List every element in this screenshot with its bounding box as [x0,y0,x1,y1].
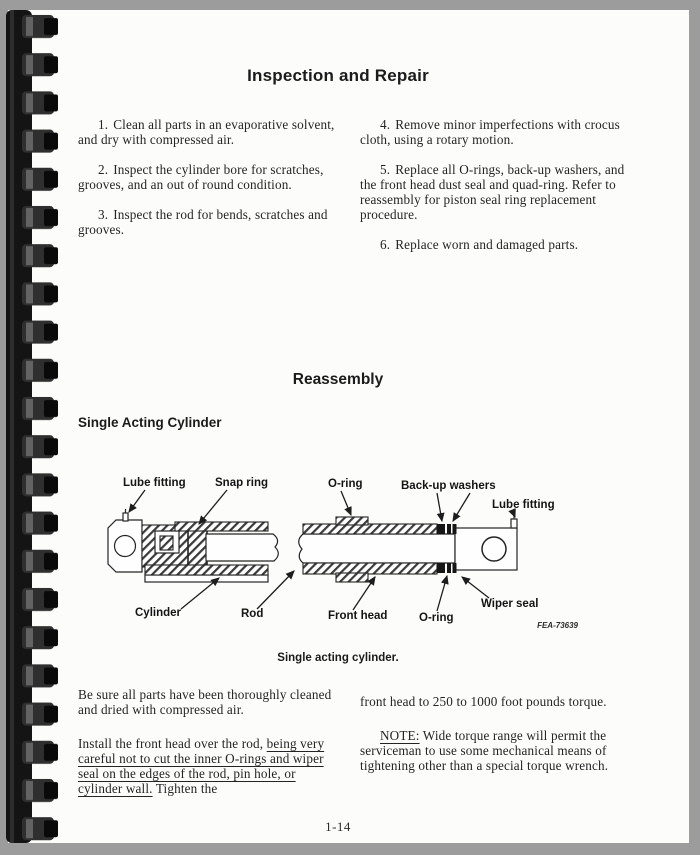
backup-washer-mark-bottom-2 [453,563,457,573]
leader-lube-fitting-left [129,490,145,512]
paragraph-text: Tighten the [152,781,218,796]
front-head-sleeve-top [303,524,437,534]
step-number: 2. [98,162,109,177]
leader-o-ring-bottom [437,576,447,611]
binding-spine-highlight [10,10,14,843]
lube-fitting-left-nub [123,513,128,521]
label-wiper-seal: Wiper seal [481,598,539,610]
inspection-step-3 [78,207,340,237]
page-number: 1-14 [325,819,351,834]
underlined-caution-text: being very careful not to cut the inner O-rings and wiper seal on the edges of the rod, pin hole, or cylinder wall. [78,736,325,796]
inspection-step-4 [360,117,632,147]
step-number: 4. [380,117,391,132]
snap-ring-section [188,526,207,566]
step-number: 6. [380,237,391,252]
label-front-head: Front head [328,610,388,622]
cylinder-barrel-outline [145,575,268,582]
label-o-ring-top: O-ring [328,478,363,490]
front-head-collar-bottom [336,573,368,582]
barrel-wall-top [175,522,268,531]
front-head-collar-top [336,517,368,525]
backup-washer-mark-top-1 [447,524,451,534]
backup-washer-mark-bottom-1 [447,563,451,573]
step-number: 3. [98,207,109,222]
step-text: Inspect the cylinder bore for scratches, grooves, and an out of round condition. [78,162,324,192]
comb-binding [6,10,64,843]
manual-page [8,10,689,843]
binding-teeth [20,10,64,843]
reassembly-paragraph-2 [78,736,340,796]
leader-backup-washers-1 [437,493,442,521]
step-number: 1. [98,117,109,132]
label-lube-fitting-right: Lube fitting [492,499,555,511]
rod-end-pin-hole [482,537,506,561]
cylinder-diagram [85,462,590,637]
inspection-columns [78,117,636,267]
reassembly-columns [78,687,636,796]
leader-cylinder [181,578,219,609]
reassembly-heading: Reassembly [292,371,384,388]
note-paragraph [360,728,623,773]
rod-right-section [299,534,455,563]
reassembly-paragraph-1: Be sure all parts have been thoroughly cleaned and dried with compressed air. [78,687,332,717]
step-text: Remove minor imperfections with crocus cloth, using a rotary motion. [360,117,620,147]
gland-insert [160,536,173,550]
rod-left-section [206,534,278,561]
single-acting-cylinder-subheading: Single Acting Cylinder [78,415,222,430]
front-head-sleeve-bottom [303,563,437,574]
step-text: Replace worn and damaged parts. [395,237,579,252]
backup-washer-mark-top-2 [453,524,457,534]
step-number: 5. [380,162,391,177]
leader-lube-fitting-right [513,512,515,517]
label-cylinder: Cylinder [135,607,182,619]
inspection-right-column [360,117,632,267]
barrel-wall-bottom [145,565,268,575]
inspection-left-column [78,117,340,267]
note-label: NOTE: [380,728,420,743]
figure-id: FEA-73639 [537,621,578,630]
label-rod: Rod [241,608,264,620]
figure-caption: Single acting cylinder. [277,652,399,664]
inspection-step-2 [78,162,340,192]
leader-o-ring-top [341,491,351,515]
leader-backup-washers-2 [453,493,470,521]
lube-fitting-right-nub [511,519,517,528]
leader-snap-ring [199,490,227,524]
step-text: Inspect the rod for bends, scratches and grooves. [78,207,328,237]
step-text: Clean all parts in an evaporative solvent, and dry with compressed air. [78,117,335,147]
reassembly-paragraph-3: front head to 250 to 1000 foot pounds torque. [360,694,607,709]
o-ring-mark-top [437,524,445,534]
reassembly-right-column [360,687,623,796]
leader-wiper-seal [462,577,489,598]
o-ring-mark-bottom [437,563,445,573]
cylinder-port-hole [115,536,136,557]
label-backup-washers: Back-up washers [401,480,496,492]
paragraph-text: Install the front head over the rod, [78,736,267,751]
page-title: Inspection and Repair [247,66,429,85]
label-o-ring-bottom: O-ring [419,612,454,624]
label-lube-fitting-left: Lube fitting [123,477,186,489]
inspection-step-1 [78,117,340,147]
label-snap-ring: Snap ring [215,477,269,489]
note-text: Wide torque range will permit the serviceman to use some mechanical means of tightening other than a special torque wrench. [360,728,609,773]
inspection-step-5 [360,162,632,222]
reassembly-left-column [78,687,340,796]
inspection-step-6 [360,237,632,252]
step-text: Replace all O-rings, back-up washers, and the front head dust seal and quad-ring. Refer to reassembly for piston seal ring replacement procedure. [360,162,625,222]
